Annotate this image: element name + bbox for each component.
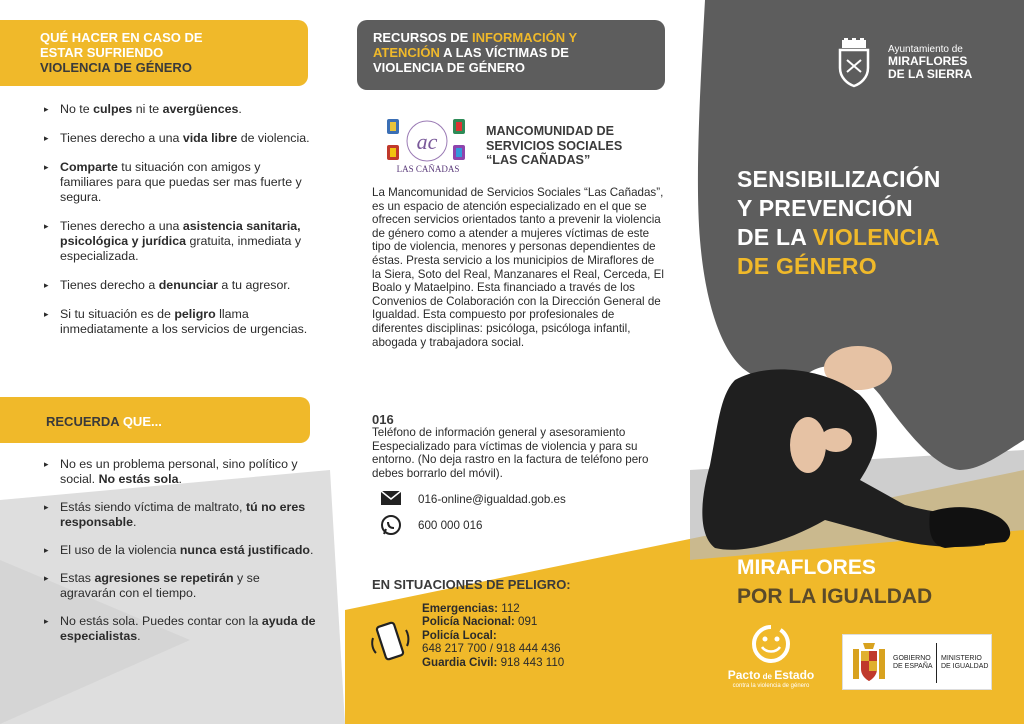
whatsapp-icon [380,514,402,536]
council-name [888,44,972,81]
phone-ringing-icon [368,620,412,670]
pacto-title: Pacto de Estado [727,668,815,682]
middle-header-text: RECURSOS DE INFORMACIÓN Y ATENCIÓN A LAS VÍCTIMAS DE VIOLENCIA DE GÉNERO [373,30,578,75]
list-item: ▸ Comparte tu situación con amigos y familiares para que puedas ser mas fuerte y segura. [40,160,310,205]
danger-title: EN SITUACIONES DE PELIGRO: [372,577,571,592]
list-item: ▸ Tienes derecho a denunciar a tu agresor. [40,278,310,293]
email-link[interactable]: 016-online@igualdad.gob.es [418,493,566,506]
svg-text:ac: ac [416,129,438,154]
list-item: ▸ No es un problema personal, sino político y social. No estás sola. [40,457,318,487]
line-016-text: Teléfono de información general y asesoramiento Eespecializado para víctimas de violencia y para su entorno. (No deja rastro en la factura de teléfono pero debes borrarlo del móvil). [372,426,649,480]
phone-number[interactable]: 600 000 016 [418,519,483,532]
left-header-text [40,30,300,75]
list-item: ▸ El uso de la violencia nunca está justificado. [40,543,318,558]
ministerio-text: MINISTERIO DE IGUALDAD [941,655,989,670]
las-canadas-logo [383,117,473,179]
list-item: ▸ Tienes derecho a una vida libre de violencia. [40,131,310,146]
mancomunidad-title: MANCOMUNIDAD DE SERVICIOS SOCIALES “LAS CAÑADAS” [486,124,623,168]
emergency-numbers [422,602,564,669]
emergency-line: 648 217 700 / 918 444 436 [422,642,561,656]
list-item: ▸ Tienes derecho a una asistencia sanitaria, psicológica y jurídica gratuita, inmediata y especializada. [40,219,310,264]
pacto-subtitle: contra la violencia de género [732,683,810,689]
list-item: ▸ No estás sola. Puedes contar con la ayuda de especialistas. [40,614,318,644]
left-header-line2: ESTAR SUFRIENDO [40,45,164,60]
pacto-estado-logo [716,622,826,692]
recuerda-header-text: RECUERDA QUE... [46,414,162,429]
mancomunidad-description: La Mancomunidad de Servicios Sociales “Las Cañadas”, es un espacio de atención especializado en el que se ofrecen servicios orientados tanto a prevenir la violencia de género como a atender a mujeres víctimas de este tipo de violencia, menores y personas dependientes de éstas. Presta servicio a los municipios de Miraflores de la Siera, Soto del Real, Manzanares el Real, Cerceda, El Boalo y Mataelpino. Esta financiado a través de los Convenios de Colaboración con la Dirección General de Igualdad. Esta compuesto por profesionales de diferentes disciplinas: psicóloga, psicóloga infantil, abogada y trabajadora social. [372,186,664,349]
council-line2: MIRAFLORES [888,54,968,68]
remember-list [40,457,318,644]
emergency-line: Guardia Civil: 918 443 110 [422,655,565,669]
emergency-line: Emergencias: 112 [422,602,520,615]
rights-list [40,102,310,337]
list-item: ▸ No te culpes ni te avergüences. [40,102,310,117]
las-canadas-logo-text: LAS CAÑADAS [396,164,460,174]
list-item: ▸ Si tu situación es de peligro llama inmediatamente a los servicios de urgencias. [40,307,310,337]
left-header-line1: QUÉ HACER EN CASO DE [40,30,203,45]
spain-coat-of-arms-icon [849,641,889,685]
left-header-line3: VIOLENCIA DE GÉNERO [40,60,192,75]
line-016-number: 016 [372,412,394,427]
emergency-line: Policía Nacional: 091 [422,615,538,629]
gobierno-divider [936,643,937,683]
council-crest-icon [834,38,874,88]
council-line3: DE LA SIERRA [888,67,973,81]
mail-icon [380,490,402,506]
emergency-line: Policía Local: [422,628,497,642]
gobierno-logo [842,634,992,690]
gobierno-text: GOBIERNO DE ESPAÑA [893,655,933,670]
pacto-smile-icon [716,622,826,668]
list-item: ▸ Estás siendo víctima de maltrato, tú no eres responsable. [40,500,318,530]
main-title: SENSIBILIZACIÓN Y PREVENCIÓN DE LA VIOLENCIA DE GÉNERO [737,166,941,279]
list-item: ▸ Estas agresiones se repetirán y se agravarán con el tiempo. [40,571,318,601]
council-line1: Ayuntamiento de [888,44,963,55]
tagline: MIRAFLORES POR LA IGUALDAD [737,556,933,608]
